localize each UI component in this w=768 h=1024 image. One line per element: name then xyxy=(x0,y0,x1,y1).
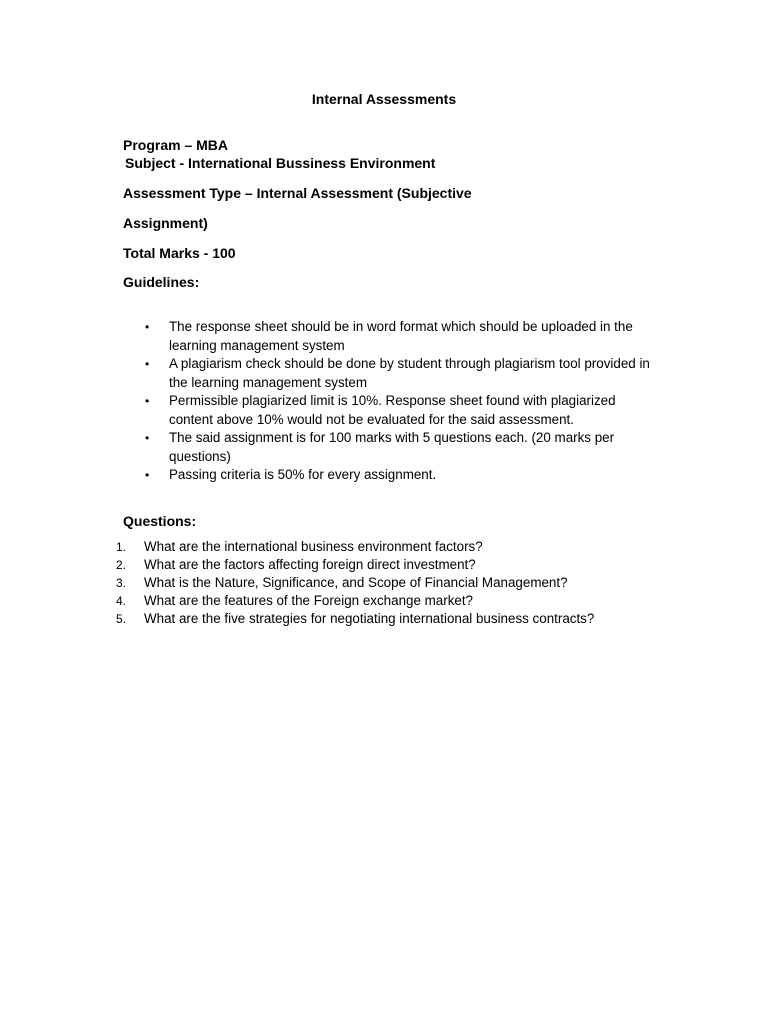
question-item xyxy=(116,538,676,556)
questions-list xyxy=(116,538,676,628)
question-number: 5. xyxy=(116,612,127,626)
question-number: 4. xyxy=(116,594,127,608)
question-item xyxy=(116,556,676,574)
questions-heading: Questions: xyxy=(123,513,197,529)
guidelines-list xyxy=(145,318,655,485)
question-number: 2. xyxy=(116,558,127,572)
subject-line: Subject - International Bussiness Environment xyxy=(125,155,436,171)
guideline-text: A plagiarism check should be done by student through plagiarism tool provided in the learning management system xyxy=(169,356,650,390)
bullet-icon: • xyxy=(145,468,150,482)
question-number: 3. xyxy=(116,576,127,590)
guideline-text: The said assignment is for 100 marks with 5 questions each. (20 marks per questions) xyxy=(169,430,615,464)
guidelines-heading: Guidelines: xyxy=(123,274,200,290)
question-number: 1. xyxy=(116,540,127,554)
program-line: Program – MBA xyxy=(123,137,229,153)
guideline-text: The response sheet should be in word format which should be uploaded in the learning management system xyxy=(169,319,633,353)
guideline-item xyxy=(145,355,655,392)
total-marks-line: Total Marks - 100 xyxy=(123,245,236,261)
question-item xyxy=(116,610,676,628)
question-item xyxy=(116,592,676,610)
question-text: What are the features of the Foreign exchange market? xyxy=(144,593,473,608)
assessment-type-line-1: Assessment Type – Internal Assessment (Subjective xyxy=(123,185,472,201)
assessment-type-line-2: Assignment) xyxy=(123,215,208,231)
bullet-icon: • xyxy=(145,320,150,334)
question-text: What are the five strategies for negotiating international business contracts? xyxy=(144,611,595,626)
document-title: Internal Assessments xyxy=(311,91,457,107)
question-item xyxy=(116,574,676,592)
bullet-icon: • xyxy=(145,394,150,408)
bullet-icon: • xyxy=(145,431,150,445)
guideline-item xyxy=(145,392,655,429)
question-text: What are the international business environment factors? xyxy=(144,539,483,554)
question-text: What are the factors affecting foreign direct investment? xyxy=(144,557,476,572)
question-text: What is the Nature, Significance, and Scope of Financial Management? xyxy=(144,575,568,590)
guideline-text: Passing criteria is 50% for every assignment. xyxy=(169,467,437,482)
guideline-item xyxy=(145,466,655,485)
bullet-icon: • xyxy=(145,357,150,371)
guideline-text: Permissible plagiarized limit is 10%. Response sheet found with plagiarized content above 10% would not be evaluated for the said assessment. xyxy=(169,393,616,427)
guideline-item xyxy=(145,318,655,355)
guideline-item xyxy=(145,429,655,466)
